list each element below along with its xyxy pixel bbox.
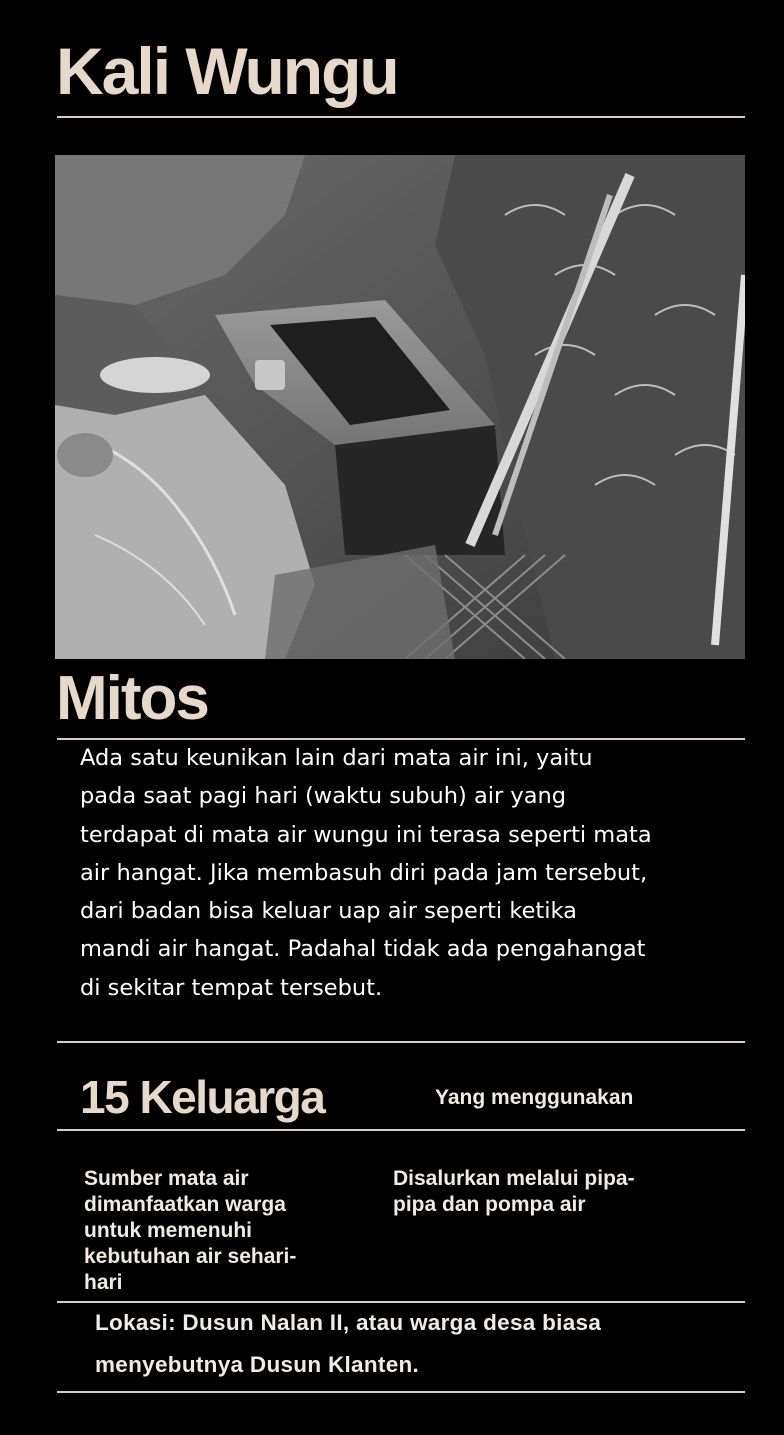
usage-line: Sumber mata air bbox=[84, 1167, 249, 1190]
paragraph-line: air hangat. Jika membasuh diri pada jam tersebut, bbox=[80, 859, 648, 886]
title-divider bbox=[57, 116, 745, 118]
section-heading-mitos: Mitos bbox=[56, 664, 208, 733]
location-text bbox=[95, 1302, 735, 1386]
distribution-line: Disalurkan melalui pipa- bbox=[393, 1167, 635, 1190]
paragraph-line: Ada satu keunikan lain dari mata air ini, yaitu bbox=[80, 745, 593, 771]
usage-line: kebutuhan air sehari- bbox=[84, 1245, 297, 1268]
usage-line: hari bbox=[84, 1271, 123, 1294]
page-title: Kali Wungu bbox=[56, 34, 398, 108]
location-line: Lokasi: Dusun Nalan II, atau warga desa biasa bbox=[95, 1310, 602, 1335]
location-line: menyebutnya Dusun Klanten. bbox=[95, 1352, 420, 1377]
usage-line: dimanfaatkan warga bbox=[84, 1193, 286, 1216]
family-count: 15 Keluarga bbox=[80, 1071, 325, 1123]
paragraph-line: mandi air hangat. Padahal tidak ada pengahangat bbox=[80, 936, 646, 963]
distribution-description bbox=[393, 1166, 703, 1218]
usage-line: untuk memenuhi bbox=[84, 1219, 253, 1242]
paragraph-line: pada saat pagi hari (waktu subuh) air yang bbox=[80, 783, 567, 810]
paragraph-line: terdapat di mata air wungu ini terasa seperti mata bbox=[80, 821, 652, 848]
family-count-label: Yang menggunakan bbox=[435, 1086, 634, 1109]
distribution-line: pipa dan pompa air bbox=[393, 1193, 586, 1216]
stat-top-divider bbox=[57, 1041, 745, 1043]
stat-bottom-divider bbox=[57, 1129, 745, 1131]
paragraph-line: dari badan bisa keluar uap air seperti ketika bbox=[80, 898, 577, 925]
paragraph-line: di sekitar tempat tersebut. bbox=[80, 974, 383, 1001]
usage-description bbox=[84, 1166, 364, 1296]
lokasi-bottom-divider bbox=[57, 1391, 745, 1393]
spring-photo bbox=[55, 155, 745, 659]
mitos-paragraph bbox=[80, 739, 710, 1007]
